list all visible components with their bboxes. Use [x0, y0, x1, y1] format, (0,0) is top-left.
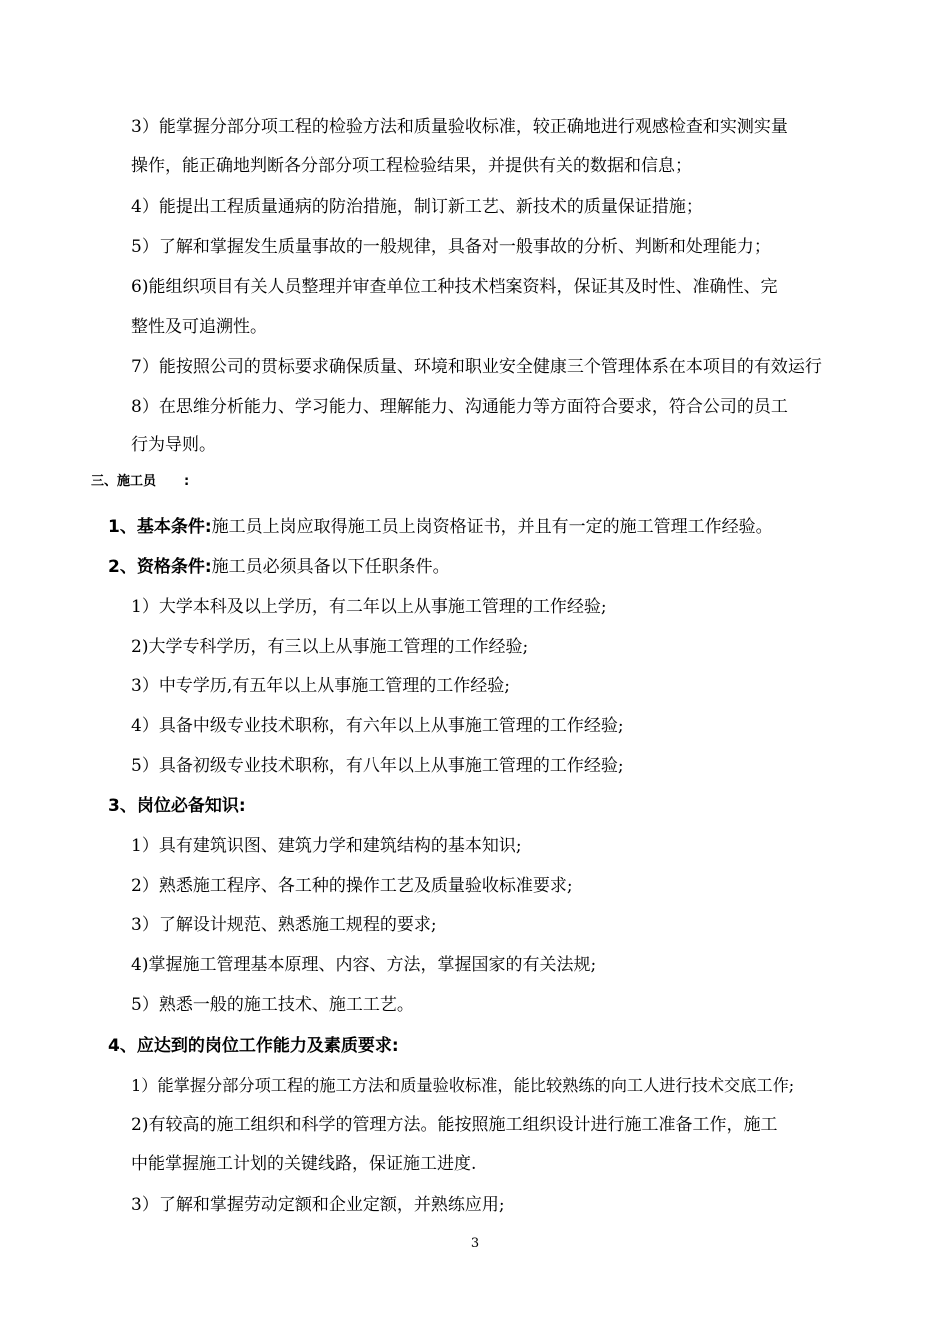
list-item: 中能掌握施工计划的关键线路，保证施工进度.: [131, 1154, 477, 1174]
list-item: 3）了解设计规范、熟悉施工规程的要求;: [131, 915, 437, 935]
list-item: 2）熟悉施工程序、各工种的操作工艺及质量验收标准要求;: [131, 876, 573, 896]
list-item: 5）具备初级专业技术职称，有八年以上从事施工管理的工作经验;: [131, 756, 624, 776]
item-text: 施工员必须具备以下任职条件。: [211, 557, 450, 577]
text-line: 5）了解和掌握发生质量事故的一般规律，具备对一般事故的分析、判断和处理能力；: [131, 237, 771, 257]
list-item: 3）中专学历,有五年以上从事施工管理的工作经验;: [131, 676, 510, 696]
section-title: 三、施工员: [91, 474, 157, 489]
list-item: 1）大学本科及以上学历，有二年以上从事施工管理的工作经验;: [131, 597, 607, 617]
text-line: 4）能提出工程质量通病的防治措施，制订新工艺、新技术的质量保证措施；: [131, 197, 703, 217]
item-label: 1、基本条件:: [108, 517, 212, 537]
list-item: 2)有较高的施工组织和科学的管理方法。能按照施工组织设计进行施工准备工作，施工: [131, 1115, 778, 1135]
list-item: 1）具有建筑识图、建筑力学和建筑结构的基本知识;: [131, 836, 522, 856]
item-required-knowledge: 3、岗位必备知识:: [108, 796, 246, 816]
text-line: 7）能按照公司的贯标要求确保质量、环境和职业安全健康三个管理体系在本项目的有效运行: [131, 357, 822, 377]
page-number: 3: [470, 1236, 480, 1251]
list-item: 5）熟悉一般的施工技术、施工工艺。: [131, 995, 414, 1015]
list-item: 3）了解和掌握劳动定额和企业定额，并熟练应用;: [131, 1195, 505, 1215]
text-line: 3）能掌握分部分项工程的检验方法和质量验收标准，较正确地进行观感检查和实测实量: [131, 117, 788, 137]
text-line: 6)能组织项目有关人员整理并审查单位工种技术档案资料，保证其及时性、准确性、完: [131, 277, 778, 297]
list-item: 4）具备中级专业技术职称，有六年以上从事施工管理的工作经验;: [131, 716, 624, 736]
item-qualifications: [108, 556, 450, 578]
text-line: 8）在思维分析能力、学习能力、理解能力、沟通能力等方面符合要求，符合公司的员工: [131, 397, 788, 417]
text-line: 整性及可追溯性。: [131, 317, 267, 337]
list-item: 4)掌握施工管理基本原理、内容、方法，掌握国家的有关法规;: [131, 955, 597, 975]
item-basic-conditions: [108, 516, 773, 538]
item-ability-requirements: 4、应达到的岗位工作能力及素质要求:: [108, 1036, 399, 1056]
text-line: 操作，能正确地判断各分部分项工程检验结果，并提供有关的数据和信息；: [131, 156, 692, 176]
text-line: 行为导则。: [131, 435, 216, 455]
list-item: 2)大学专科学历，有三以上从事施工管理的工作经验;: [131, 637, 529, 657]
item-label: 2、资格条件:: [108, 557, 212, 577]
list-item: 1）能掌握分部分项工程的施工方法和质量验收标准，能比较熟练的向工人进行技术交底工作;: [131, 1076, 795, 1095]
section-heading: [91, 473, 189, 491]
item-text: 施工员上岗应取得施工员上岗资格证书，并且有一定的施工管理工作经验。: [211, 517, 773, 537]
section-colon: :: [184, 474, 190, 489]
